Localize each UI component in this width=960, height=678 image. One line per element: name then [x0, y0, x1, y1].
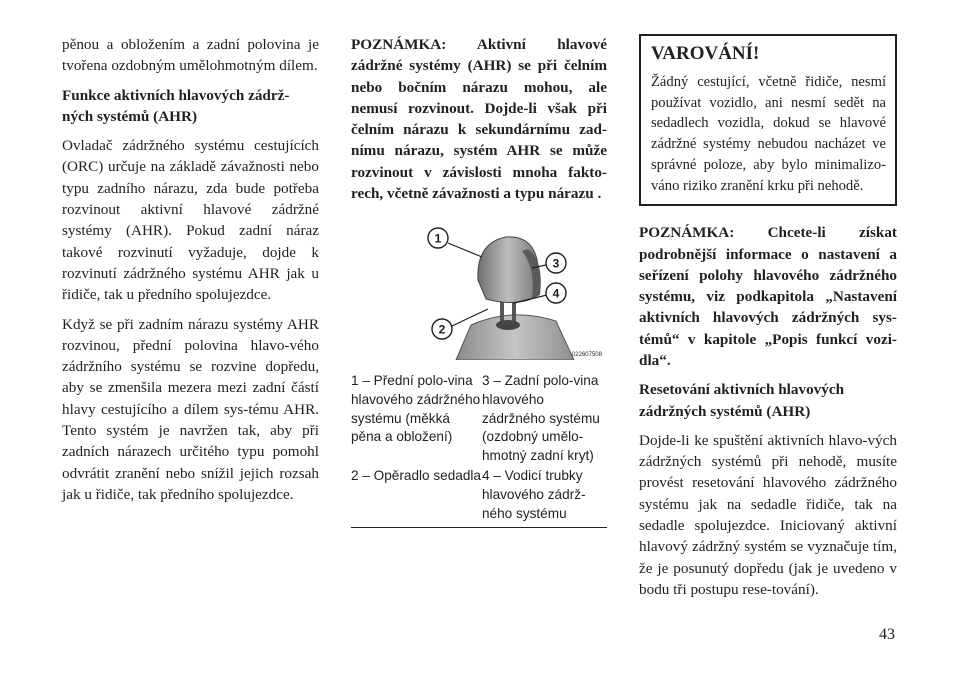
- legend-row: [351, 372, 607, 465]
- note-adjustment: POZNÁMKA: Chcete-li získat podrobnější informace o nastavení a seřízení polohy hlavového zádržného systému, viz podkapitola „Nastavení aktivních hlavových zádržných sys-témů“ v kapitole „Popis funkcí vozi-dla“.: [639, 224, 897, 369]
- intro-paragraph: pěnou a obložením a zadní polovina je tvořena ozdobným umělohmotným dílem.: [62, 36, 319, 75]
- figure-legend-table: [351, 372, 607, 528]
- reset-paragraph: Dojde-li ke spuštění aktivních hlavo-vých zádržných systémů při nehodě, musíte provést resetování hlavového zádržného systému jak na sedadle řidiče, tak na sedadle spolujezdce. Iniciovaný aktivní hlavový zádržný systém se vyznačuje tím, že je posunutý dopředu (jak je uvedeno v bodu tři postupu rese-tování).: [639, 431, 897, 598]
- legend-row: [351, 465, 607, 527]
- page-number: 43: [879, 626, 895, 643]
- orc-paragraph: Ovladač zádržného systému cestujících (ORC) určuje na základě závažnosti nebo typu zadního nárazu, zda bude potřeba rozvinout aktivní hlavové zádržné systémy (AHR). Pokud zadní náraz takové rozvinutí vyžaduje, dojde k rozvinutí zádržného systému AHR jak u řidiče, tak u předního spolujezdce.: [62, 137, 319, 304]
- callout-2-label: 2: [438, 322, 446, 337]
- note-ahr-deployment: POZNÁMKA: Aktivní hlavové zádržné systémy (AHR) se při čelním nebo bočním nárazu mohou, ale nemusí rozvinout. Dojde-li však při čelním nárazu k sekundárnímu zad-nímu nárazu, systém AHR se může rozvinout v závislosti mnoha fakto-rech, včetně závažnosti a typu nárazu .: [351, 36, 607, 203]
- right-column: [639, 34, 897, 600]
- figure-code: 022607508: [571, 352, 602, 359]
- callout-1-label: 1: [434, 231, 442, 246]
- middle-column: [351, 34, 607, 528]
- reset-heading: Resetování aktivních hlavových zádržných systémů (AHR): [639, 381, 845, 420]
- head-restraint-illustration: [416, 225, 606, 360]
- callout-4-label: 4: [552, 286, 560, 301]
- warning-text: Žádný cestující, včetně řidiče, nesmí používat vozidlo, ani nesmí sedět na sedadlech vozidla, dokud se hlavové zádržné systémy nebudou nacházet ve správné poloze, aby bylo minimalizo-váno riziko zranění krku při nehodě.: [651, 74, 886, 194]
- legend-item-3: 3 – Zadní polo-vina hlavového zádržného systému (ozdobný umělo-hmotný zadní kryt): [482, 373, 600, 463]
- rear-impact-paragraph: Když se při zadním nárazu systémy AHR rozvinou, přední polovina hlavo-vého zádržního systému se rozvine dopředu, aby se zmenšila mezera mezi zadní částí hlavy cestujícího a dílem sys-tému AHR. Tento systém je navržen tak, aby při zadních nárazech určitého typu pomohl odvrátit zranění nebo snížil jejich rozsah jak u řidiče, tak předního spolujezdce.: [62, 315, 319, 503]
- legend-item-4: 4 – Vodicí trubky hlavového zádrž-ného systému: [482, 468, 586, 521]
- left-column: [62, 34, 319, 505]
- ahr-function-heading: Funkce aktivních hlavových zádrž-ných systémů (AHR): [62, 86, 290, 125]
- callout-3-label: 3: [552, 256, 560, 271]
- warning-title: VAROVÁNÍ!: [651, 43, 760, 64]
- warning-box: [639, 34, 897, 206]
- legend-item-2: 2 – Opěradlo sedadla: [351, 468, 481, 484]
- head-restraint-figure: [416, 225, 606, 360]
- legend-item-1: 1 – Přední polo-vina hlavového zádržného systému (měkká pěna a obložení): [351, 373, 481, 445]
